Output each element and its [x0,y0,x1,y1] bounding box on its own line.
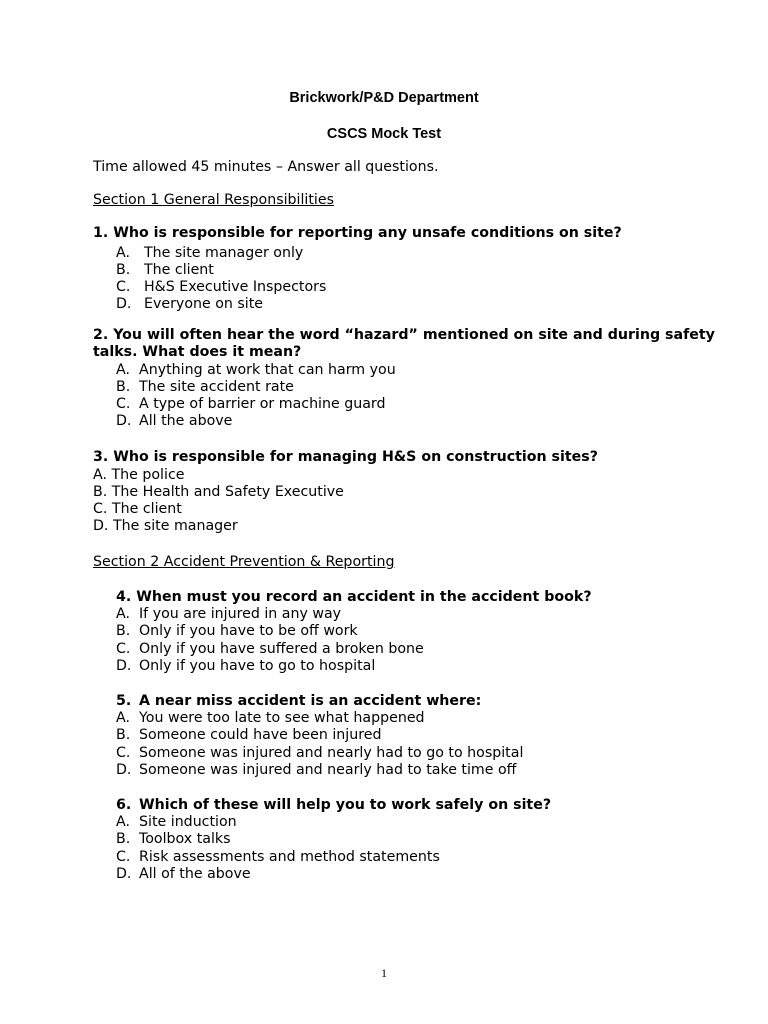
question-4: 4. When must you record an accident in the accident book? [116,589,592,605]
question-2-line-1: 2. You will often hear the word “hazard” mentioned on site and during safety [93,327,715,343]
option-d: D. The site manager [93,518,238,534]
test-title: CSCS Mock Test [326,126,442,142]
section-2-heading: Section 2 Accident Prevention & Reporting [93,554,395,570]
question-2-line-2: talks. What does it mean? [93,344,302,360]
question-5-number: 5. [116,693,132,709]
option-c: C. The client [93,501,182,517]
question-6-text: Which of these will help you to work safely on site? [139,797,552,813]
question-1: 1. Who is responsible for reporting any unsafe conditions on site? [93,225,622,241]
document-page: Brickwork/P&D Department CSCS Mock Test Time allowed 45 minutes – Answer all questions. Section 1 General Responsibilities 1. Who is responsible for reporting any unsafe conditions on site? A. The site manager only B. The client C. H&S Executive Inspectors D. Everyone on site 2. You will often hear the word “hazard” mentioned on site and during safety talks. What does it mean? A. Anything at work that can harm you B. The site accident rate C. A type of barrier or machine guard D. All the above 3. Who is responsible for managing H&S on construction sites? A. The police B. The Health and Safety Executive C. The client D. The site manager Section 2 Accident Prevention & Reporting 4. When must you record an accident in the accident book? A. If you are injured in any way B. Only if you have to be off work C. Only if you have suffered a broken bone D. Only if you have to go to hospital 5. A near miss accident is an accident where: A. You were too late to see what happened B. Someone could have been injured C. Someone was injured and nearly had to go to hospital D. Someone was injured and nearly had to take time off 6. Which of these will help you to work safely on site? A. Site induction B. Toolbox talks C. Risk assessments and method statements D. All of the above 1 [0,0,768,1024]
question-5-text: A near miss accident is an accident where: [139,693,482,709]
department-title: Brickwork/P&D Department [289,90,479,106]
question-3: 3. Who is responsible for managing H&S on construction sites? [93,449,598,465]
section-1-heading: Section 1 General Responsibilities [93,192,334,208]
page-number: 1 [381,966,387,980]
option-a: A. The police [93,467,185,483]
option-b: B. The Health and Safety Executive [93,484,344,500]
question-6-number: 6. [116,797,132,813]
instructions: Time allowed 45 minutes – Answer all questions. [93,159,439,175]
